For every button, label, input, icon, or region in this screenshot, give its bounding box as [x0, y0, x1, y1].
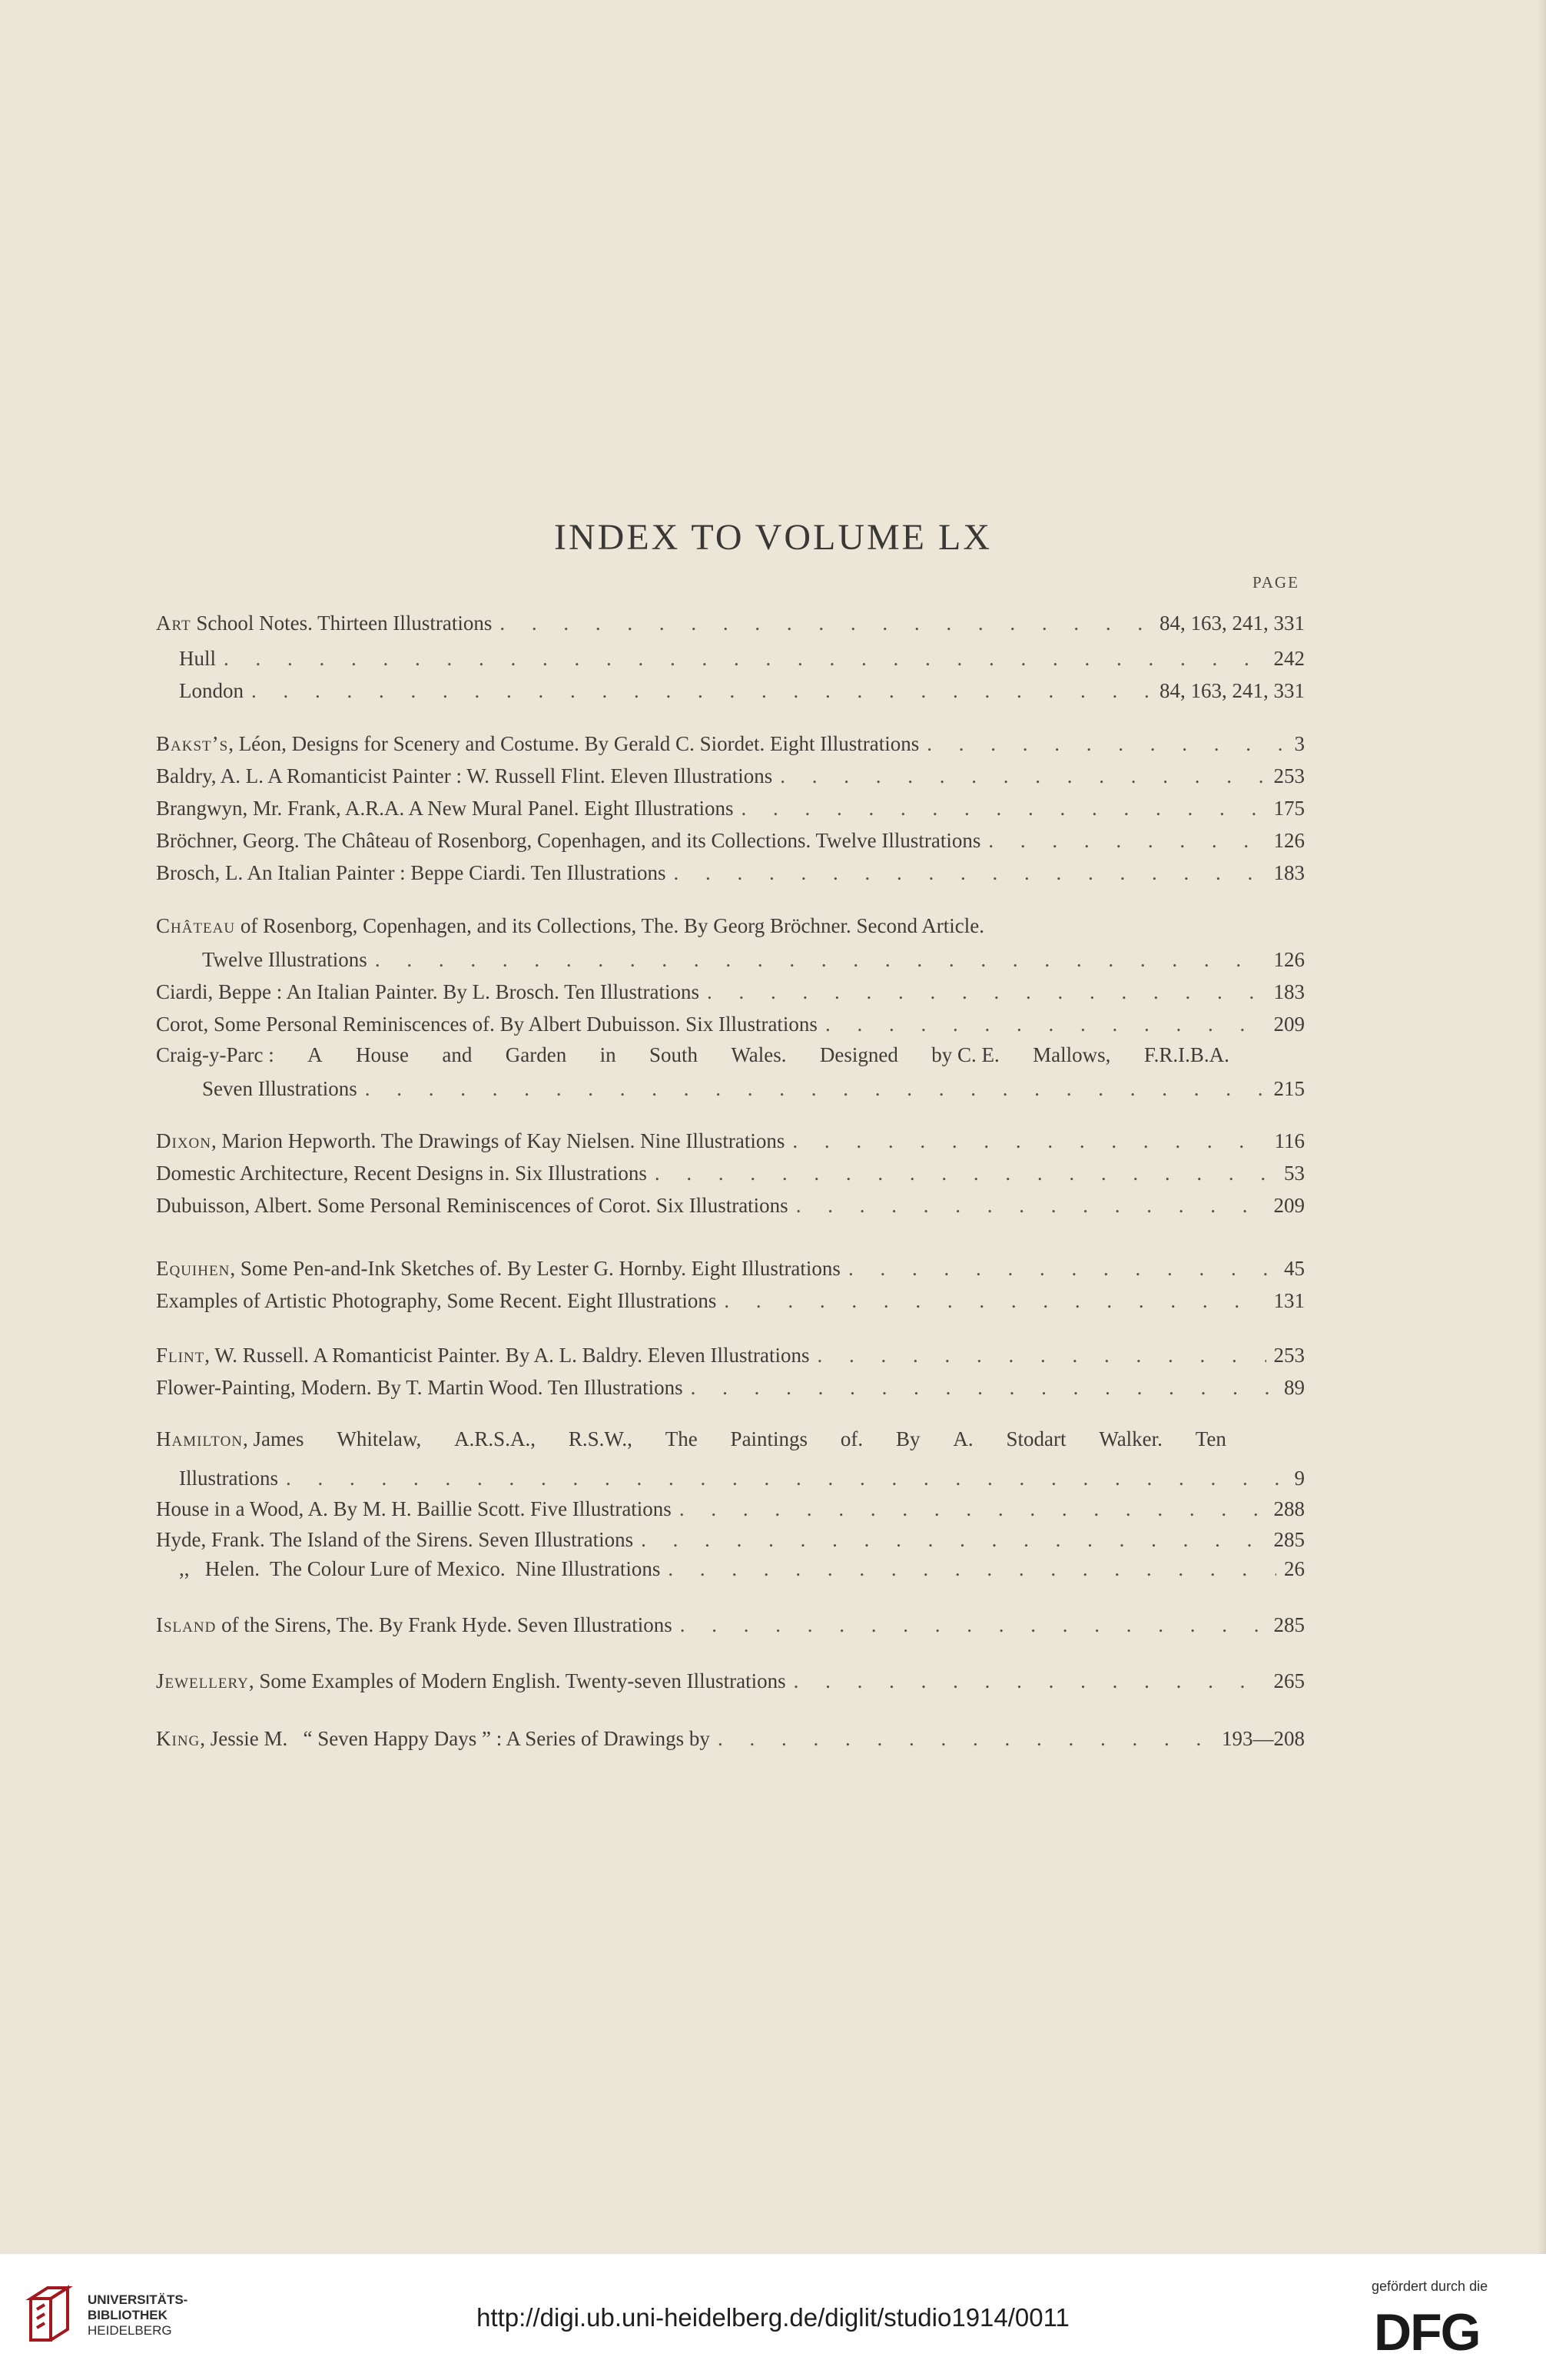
page-number: 285 — [1273, 1528, 1305, 1551]
entry-word: R.S.W., — [568, 1427, 632, 1450]
page-number: 26 — [1284, 1557, 1305, 1580]
entry-text: Brangwyn, Mr. Frank, A.R.A. A New Mural Panel. Eight Illustrations — [156, 797, 734, 820]
entry-word: Ten — [1195, 1427, 1226, 1450]
entry-word: Craig-y-Parc : — [156, 1043, 274, 1066]
entry-word: by C. E. — [931, 1043, 1000, 1066]
entry-word: A. — [953, 1427, 974, 1450]
entry-head: Island — [156, 1613, 217, 1636]
entry-word: Designed — [819, 1043, 898, 1066]
dot-leader — [679, 1497, 1266, 1521]
index-entry-hyde-frank — [156, 1528, 1305, 1552]
entry-text: Flower-Painting, Modern. By T. Martin Wood. Ten Illustrations — [156, 1376, 683, 1399]
entry-text: Baldry, A. L. A Romanticist Painter : W. Russell Flint. Eleven Illustrations — [156, 764, 773, 787]
dot-leader — [680, 1613, 1266, 1637]
dot-leader — [286, 1467, 1287, 1490]
entry-text: Hyde, Frank. The Island of the Sirens. Seven Illustrations — [156, 1528, 634, 1551]
index-entry-hamilton-continued — [179, 1467, 1305, 1490]
index-entry-dubuisson — [156, 1194, 1305, 1218]
dot-leader — [794, 1669, 1266, 1693]
page-number: 285 — [1273, 1613, 1305, 1636]
entry-text: of Rosenborg, Copenhagen, and its Collections, The. By Georg Bröchner. Second Article. — [235, 914, 984, 937]
entry-word: , James — [243, 1427, 304, 1450]
dot-leader — [641, 1528, 1266, 1552]
index-entry-brosch — [156, 861, 1305, 885]
index-entry-domestic — [156, 1162, 1305, 1185]
entry-text: Ciardi, Beppe : An Italian Painter. By L. Brosch. Ten Illustrations — [156, 980, 700, 1003]
entry-text: Hull — [179, 647, 217, 670]
index-entry-craig-continued — [202, 1077, 1305, 1101]
dot-leader — [668, 1557, 1276, 1581]
entry-text: Examples of Artistic Photography, Some Recent. Eight Illustrations — [156, 1289, 717, 1312]
dot-leader — [780, 764, 1266, 788]
index-entry-baldry — [156, 764, 1305, 788]
dot-leader — [718, 1727, 1214, 1751]
entry-word: Stodart — [1006, 1427, 1067, 1450]
library-name-line: BIBLIOTHEK — [88, 2308, 168, 2322]
entry-word: A.R.S.A., — [454, 1427, 536, 1450]
entry-text: of the Sirens, The. By Frank Hyde. Seven Illustrations — [216, 1613, 672, 1636]
dot-leader — [674, 861, 1266, 885]
page-number: 175 — [1273, 797, 1305, 820]
page-number: 116 — [1274, 1129, 1305, 1152]
entry-word: F.R.I.B.A. — [1143, 1043, 1229, 1066]
page-number: 84, 163, 241, 331 — [1160, 679, 1305, 702]
page-number: 3 — [1294, 732, 1305, 755]
entry-text: , Some Examples of Modern English. Twenty-seven Illustrations — [248, 1669, 786, 1692]
entry-text: London — [179, 679, 244, 702]
page-number: 253 — [1273, 1344, 1305, 1367]
entry-word: The — [665, 1427, 698, 1450]
page-number: 265 — [1273, 1669, 1305, 1692]
dot-leader — [655, 1162, 1276, 1185]
entry-text: , Jessie M. “ Seven Happy Days ” : A Series of Drawings by — [200, 1727, 710, 1750]
index-entry-corot — [156, 1013, 1305, 1036]
page-number: 209 — [1273, 1013, 1305, 1036]
entry-word: By — [896, 1427, 921, 1450]
entry-word: Whitelaw, — [337, 1427, 422, 1450]
entry-text: School Notes. Thirteen Illustrations — [191, 612, 493, 635]
page-number: 53 — [1284, 1162, 1305, 1185]
index-entry-chateau-continued — [202, 948, 1305, 972]
entry-text: Brosch, L. An Italian Painter : Beppe Ciardi. Ten Illustrations — [156, 861, 666, 884]
dot-leader — [818, 1344, 1266, 1367]
entry-text: House in a Wood, A. By M. H. Baillie Scott. Five Illustrations — [156, 1497, 672, 1520]
index-entry-jewellery — [156, 1669, 1305, 1693]
entry-head: Hamilton — [156, 1427, 244, 1450]
entry-word: Walker. — [1099, 1427, 1163, 1450]
entry-word: Garden — [505, 1043, 567, 1066]
entry-head: Equihen — [156, 1257, 231, 1280]
index-entry-art-school — [156, 612, 1305, 635]
entry-word: South — [649, 1043, 698, 1066]
page-number: 45 — [1284, 1257, 1305, 1280]
entry-head: Bakst’s — [156, 732, 229, 755]
permalink-url[interactable]: http://digi.ub.uni-heidelberg.de/diglit/studio1914/0011 — [476, 2303, 1070, 2332]
entry-text: ,, Helen. The Colour Lure of Mexico. Nine Illustrations — [179, 1557, 661, 1580]
entry-word: Wales. — [731, 1043, 787, 1066]
entry-word: and — [442, 1043, 473, 1066]
page-number: 183 — [1273, 980, 1305, 1003]
page-column-label: PAGE — [1252, 573, 1299, 592]
dot-leader — [251, 679, 1152, 703]
library-name-line: HEIDELBERG — [88, 2323, 172, 2338]
dot-leader — [224, 647, 1266, 671]
entry-head: Château — [156, 914, 236, 937]
entry-text: , Some Pen-and-Ink Sketches of. By Lester G. Hornby. Eight Illustrations — [230, 1257, 841, 1280]
index-entry-dixon — [156, 1129, 1305, 1153]
entry-text: , W. Russell. A Romanticist Painter. By A. L. Baldry. Eleven Illustrations — [204, 1344, 810, 1367]
dot-leader — [988, 829, 1266, 853]
page-number: 9 — [1294, 1467, 1305, 1490]
page-title: INDEX TO VOLUME LX — [554, 517, 992, 558]
index-entry-hull — [179, 647, 1305, 671]
index-entry-hyde-helen — [179, 1557, 1305, 1581]
index-entry-bakst — [156, 732, 1305, 756]
dot-leader — [825, 1013, 1266, 1036]
index-entry-equihen — [156, 1257, 1305, 1281]
entry-head: King — [156, 1727, 201, 1750]
page-number: 215 — [1273, 1077, 1305, 1100]
entry-text: , Marion Hepworth. The Drawings of Kay Nielsen. Nine Illustrations — [211, 1129, 785, 1152]
dot-leader — [375, 948, 1266, 972]
entry-word: of. — [840, 1427, 864, 1450]
entry-text: Twelve Illustrations — [202, 948, 367, 971]
page-number: 183 — [1273, 861, 1305, 884]
entry-word: A — [307, 1043, 323, 1066]
entry-text: Domestic Architecture, Recent Designs in. Six Illustrations — [156, 1162, 647, 1185]
index-entry-london — [179, 679, 1305, 703]
funding-caption: gefördert durch die — [1372, 2279, 1488, 2294]
page-number: 193—208 — [1222, 1727, 1305, 1750]
page-number: 209 — [1273, 1194, 1305, 1217]
dot-leader — [848, 1257, 1276, 1281]
entry-head: Art — [156, 612, 191, 635]
index-entry-brochner — [156, 829, 1305, 853]
page-number: 242 — [1273, 647, 1305, 670]
entry-head: Jewellery — [156, 1669, 249, 1692]
entry-word: in — [599, 1043, 616, 1066]
dot-leader — [796, 1194, 1266, 1218]
index-entry-flower — [156, 1376, 1305, 1400]
dot-leader — [365, 1077, 1266, 1101]
index-entry-chateau — [156, 914, 984, 938]
index-entry-craig — [156, 1043, 1229, 1067]
index-entry-king — [156, 1727, 1305, 1751]
dot-leader — [741, 797, 1266, 820]
entry-text: Seven Illustrations — [202, 1077, 357, 1100]
dot-leader — [792, 1129, 1266, 1153]
page-number: 126 — [1273, 948, 1305, 971]
entry-text: , Léon, Designs for Scenery and Costume. By Gerald C. Siordet. Eight Illustrations — [228, 732, 920, 755]
dot-leader — [499, 612, 1152, 635]
page-number: 253 — [1273, 764, 1305, 787]
entry-text: Illustrations — [179, 1467, 278, 1490]
index-entry-brangwyn — [156, 797, 1305, 820]
page-number: 131 — [1273, 1289, 1305, 1312]
dot-leader — [691, 1376, 1276, 1400]
index-entry-island — [156, 1613, 1305, 1637]
entry-head: Flint — [156, 1344, 205, 1367]
index-entry-examples — [156, 1289, 1305, 1313]
entry-text: Dubuisson, Albert. Some Personal Reminiscences of Corot. Six Illustrations — [156, 1194, 788, 1217]
entry-text: Bröchner, Georg. The Château of Rosenborg, Copenhagen, and its Collections. Twelve Illustrations — [156, 829, 981, 852]
library-name-line: UNIVERSITÄTS- — [88, 2292, 188, 2307]
index-entry-ciardi — [156, 980, 1305, 1004]
page-number: 89 — [1284, 1376, 1305, 1399]
dot-leader — [724, 1289, 1266, 1313]
index-entry-house — [156, 1497, 1305, 1521]
entry-head: Dixon — [156, 1129, 211, 1152]
page-number: 84, 163, 241, 331 — [1160, 612, 1305, 635]
entry-word: House — [355, 1043, 409, 1066]
dot-leader — [927, 732, 1286, 756]
index-entry-flint — [156, 1344, 1305, 1367]
page-number: 126 — [1273, 829, 1305, 852]
entry-text: Corot, Some Personal Reminiscences of. By Albert Dubuisson. Six Illustrations — [156, 1013, 818, 1036]
index-entry-hamilton — [156, 1427, 1226, 1451]
entry-word: Paintings — [730, 1427, 808, 1450]
entry-word: Mallows, — [1033, 1043, 1111, 1066]
page-edge-shadow — [1538, 0, 1546, 2254]
dot-leader — [707, 980, 1266, 1004]
page-number: 288 — [1273, 1497, 1305, 1520]
dfg-logo: DFG — [1374, 2303, 1480, 2362]
